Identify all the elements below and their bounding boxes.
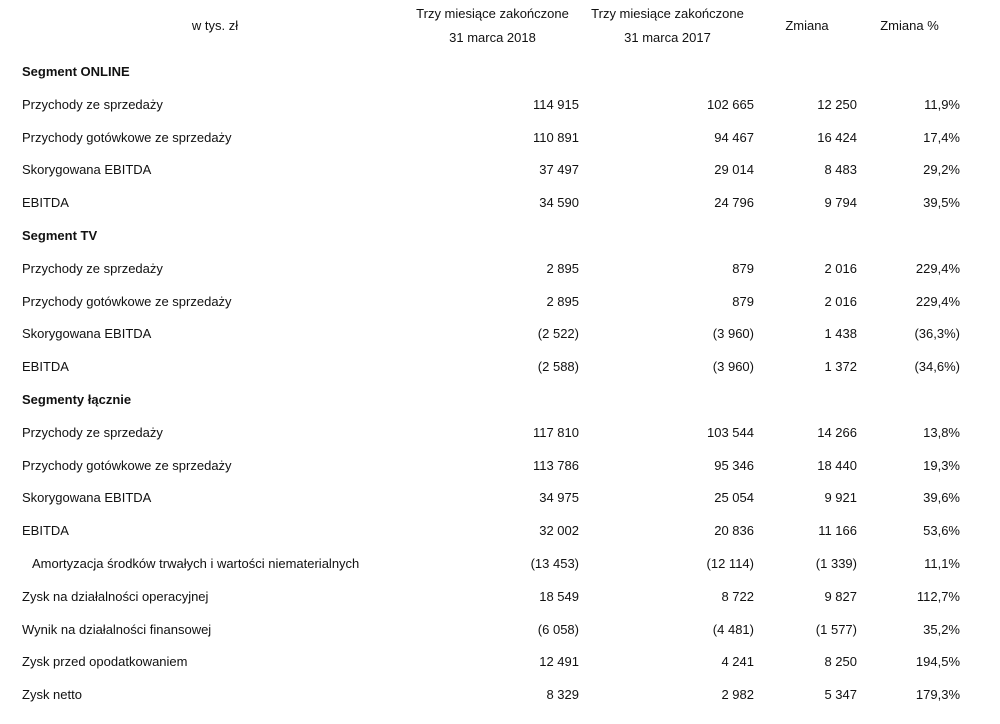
- value-2018: 18 549: [539, 588, 579, 604]
- period-2017-header-line1: Trzy miesiące zakończone: [591, 6, 744, 21]
- value-2017: 24 796: [714, 195, 754, 211]
- value-2017: (4 481): [712, 621, 754, 637]
- table-row: [0, 515, 1000, 548]
- value-change: 18 440: [817, 457, 857, 473]
- value-2018: 34 590: [539, 195, 579, 211]
- row-label: Amortyzacja środków trwałych i wartości niematerialnych: [32, 555, 360, 571]
- table-body: [0, 56, 1000, 712]
- section-header-row: [0, 56, 1000, 89]
- row-label: Przychody gotówkowe ze sprzedaży: [22, 293, 232, 309]
- row-label: Skorygowana EBITDA: [22, 490, 152, 506]
- row-label: Przychody ze sprzedaży: [22, 96, 163, 112]
- section-title: Segment TV: [22, 227, 98, 243]
- value-2018: (2 588): [537, 359, 579, 375]
- row-label: Zysk na działalności operacyjnej: [22, 588, 209, 604]
- row-label: Przychody gotówkowe ze sprzedaży: [22, 129, 232, 145]
- value-change-pct: 35,2%: [923, 621, 960, 637]
- value-2018: 117 810: [532, 424, 579, 440]
- value-2018: (6 058): [537, 621, 579, 637]
- table-row: [0, 253, 1000, 286]
- value-change-pct: 11,9%: [924, 96, 960, 112]
- period-2018-header: [410, 2, 575, 50]
- row-label: Wynik na działalności finansowej: [22, 621, 212, 637]
- row-label: Przychody gotówkowe ze sprzedaży: [22, 457, 232, 473]
- section-title: Segment ONLINE: [22, 64, 130, 79]
- value-2018: 2 895: [546, 293, 579, 309]
- row-label: Skorygowana EBITDA: [22, 326, 152, 342]
- change-pct-header: Zmiana %: [880, 18, 939, 33]
- value-change-pct: 229,4%: [915, 293, 960, 309]
- table-header: [0, 0, 1000, 56]
- value-change: 9 921: [824, 490, 857, 506]
- unit-header: w tys. zł: [191, 18, 239, 33]
- value-2017: 95 346: [714, 457, 754, 473]
- change-header: Zmiana: [785, 18, 829, 33]
- value-2017: (3 960): [712, 359, 754, 375]
- value-2017: 94 467: [714, 129, 754, 145]
- table-row: [0, 351, 1000, 384]
- period-2017-header: [585, 2, 750, 50]
- row-label: Zysk netto: [22, 687, 82, 703]
- value-change: 8 483: [824, 162, 857, 178]
- row-label: EBITDA: [22, 195, 69, 211]
- value-2017: 4 241: [721, 654, 754, 670]
- row-label: EBITDA: [22, 359, 69, 375]
- table-row: [0, 154, 1000, 187]
- value-change-pct: 39,5%: [923, 195, 960, 211]
- period-2017-header-line2: 31 marca 2017: [624, 30, 711, 45]
- value-change-pct: 11,1%: [924, 555, 960, 571]
- value-2017: 2 982: [721, 687, 754, 703]
- value-change: 14 266: [817, 424, 857, 440]
- table-row: [0, 646, 1000, 679]
- value-2017: 102 665: [707, 96, 754, 112]
- table-row: [0, 450, 1000, 483]
- value-change-pct: 13,8%: [923, 424, 960, 440]
- value-change-pct: 229,4%: [915, 260, 960, 276]
- value-2017: 103 544: [707, 424, 754, 440]
- value-2018: 113 786: [532, 457, 579, 473]
- value-change: 11 166: [818, 523, 857, 539]
- table-row: [0, 482, 1000, 515]
- value-change: 5 347: [824, 687, 857, 703]
- value-2017: 879: [732, 260, 754, 276]
- row-label: Przychody ze sprzedaży: [22, 260, 163, 276]
- value-2018: 114 915: [532, 96, 579, 112]
- value-2018: 8 329: [546, 687, 579, 703]
- value-2017: 20 836: [714, 523, 754, 539]
- value-change: 9 827: [824, 588, 857, 604]
- value-2018: 32 002: [539, 523, 579, 539]
- table-row: [0, 89, 1000, 122]
- table-row: [0, 581, 1000, 614]
- value-change: 2 016: [824, 260, 857, 276]
- value-change-pct: 39,6%: [923, 490, 960, 506]
- table-row: [0, 286, 1000, 319]
- table-row: [0, 548, 1000, 581]
- table-row: [0, 187, 1000, 220]
- value-change-pct: 19,3%: [923, 457, 960, 473]
- value-change-pct: 17,4%: [923, 129, 960, 145]
- value-change-pct: 179,3%: [915, 687, 960, 703]
- value-2018: (13 453): [530, 555, 579, 571]
- row-label: Przychody ze sprzedaży: [22, 424, 163, 440]
- row-label: Skorygowana EBITDA: [22, 162, 152, 178]
- value-change: 1 372: [824, 359, 857, 375]
- value-2018: (2 522): [537, 326, 579, 342]
- section-title: Segmenty łącznie: [22, 391, 132, 407]
- value-change-pct: 29,2%: [923, 162, 960, 178]
- value-change-pct: 112,7%: [916, 588, 960, 604]
- value-2017: 25 054: [714, 490, 754, 506]
- value-change-pct: (34,6%): [914, 359, 960, 375]
- table-row: [0, 417, 1000, 450]
- value-2018: 34 975: [539, 490, 579, 506]
- value-change: 12 250: [817, 96, 857, 112]
- value-2018: 2 895: [546, 260, 579, 276]
- table-row: [0, 614, 1000, 647]
- value-2017: (12 114): [706, 555, 754, 571]
- value-change: 8 250: [824, 654, 857, 670]
- value-change: (1 339): [815, 555, 857, 571]
- value-2017: (3 960): [712, 326, 754, 342]
- value-2018: 12 491: [539, 654, 579, 670]
- value-change: (1 577): [815, 621, 857, 637]
- value-2017: 29 014: [714, 162, 754, 178]
- row-label: Zysk przed opodatkowaniem: [22, 654, 188, 670]
- value-2018: 37 497: [539, 162, 579, 178]
- value-change-pct: 53,6%: [923, 523, 960, 539]
- value-change: 16 424: [817, 129, 857, 145]
- section-header-row: [0, 384, 1000, 417]
- period-2018-header-line1: Trzy miesiące zakończone: [416, 6, 569, 21]
- table-row: [0, 122, 1000, 155]
- value-change: 2 016: [824, 293, 857, 309]
- section-header-row: [0, 220, 1000, 253]
- row-label: EBITDA: [22, 523, 69, 539]
- value-2017: 8 722: [721, 588, 754, 604]
- table-row: [0, 318, 1000, 351]
- value-change-pct: 194,5%: [915, 654, 960, 670]
- value-change-pct: (36,3%): [914, 326, 960, 342]
- value-2018: 110 891: [532, 129, 579, 145]
- value-change: 9 794: [824, 195, 857, 211]
- table-row: [0, 679, 1000, 712]
- value-change: 1 438: [824, 326, 857, 342]
- period-2018-header-line2: 31 marca 2018: [449, 30, 536, 45]
- value-2017: 879: [732, 293, 754, 309]
